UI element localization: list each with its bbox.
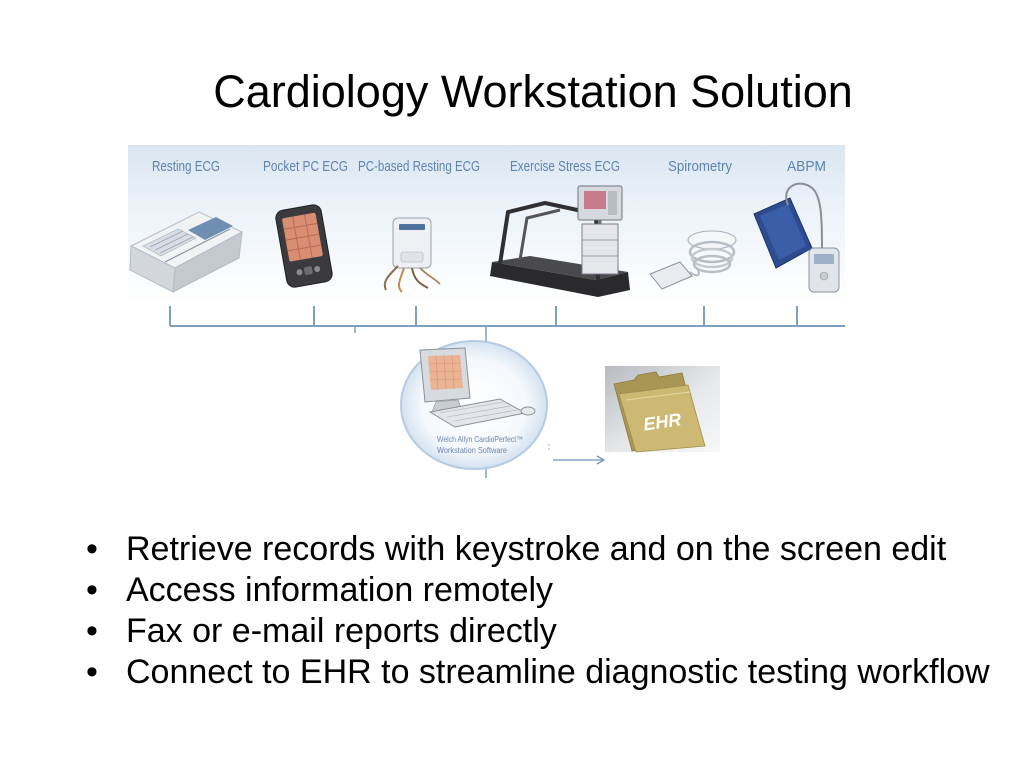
- bullet-text-connect-ehr: Connect to EHR to streamline diagnostic testing workflow: [126, 653, 990, 691]
- slide-title: Cardiology Workstation Solution: [213, 66, 853, 117]
- bullet-text-remote-access: Access information remotely: [126, 571, 554, 609]
- device-label-resting-ecg: Resting ECG: [152, 158, 220, 175]
- device-label-spirometry: Spirometry: [668, 158, 733, 175]
- arrow-to-ehr: [553, 456, 604, 464]
- bullet-text-retrieve-records: Retrieve records with keystroke and on the screen edit: [126, 530, 947, 568]
- bullet-item: [0, 570, 990, 611]
- device-label-abpm: ABPM: [787, 158, 826, 175]
- device-label-pc-based-resting-ecg: PC-based Resting ECG: [358, 158, 480, 175]
- bullet-item: [0, 652, 990, 693]
- ehr-folder-image: [605, 366, 720, 452]
- bullet-item: [0, 529, 990, 570]
- device-label-pocket-pc-ecg: Pocket PC ECG: [263, 158, 348, 175]
- feature-bullet-list: [0, 529, 990, 693]
- device-banner: [128, 145, 845, 303]
- workstation-software-image: [401, 341, 547, 469]
- workstation-caption-line2: Workstation Software: [437, 446, 508, 455]
- device-label-exercise-stress-ecg: Exercise Stress ECG: [510, 158, 620, 175]
- bullet-item: [0, 611, 990, 652]
- workstation-caption-line1: Welch Allyn CardioPerfect™: [437, 435, 523, 444]
- separator-dots: [548, 444, 550, 450]
- ehr-label: EHR: [642, 409, 683, 435]
- bullet-text-fax-email: Fax or e-mail reports directly: [126, 612, 557, 650]
